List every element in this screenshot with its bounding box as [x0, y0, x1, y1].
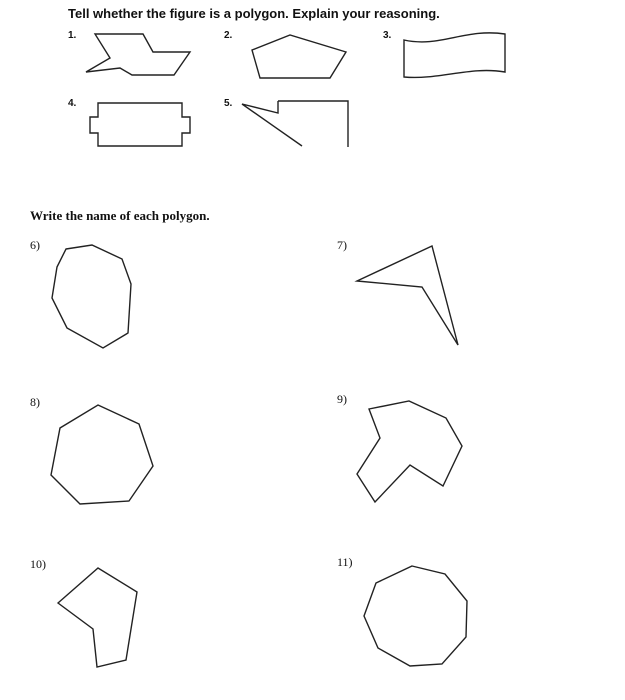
item-5-label: 5.	[224, 98, 233, 109]
concave-polygon-figure	[86, 34, 190, 75]
pentagon-figure	[252, 35, 346, 78]
item-3-label: 3.	[383, 30, 392, 41]
concave-quadrilateral-figure	[357, 246, 458, 345]
item-10-label: 10)	[30, 557, 46, 571]
item-7-label: 7)	[337, 238, 347, 252]
part2-instruction: Write the name of each polygon.	[30, 208, 210, 223]
notched-rectangle-figure	[90, 103, 190, 146]
curved-rectangle-figure	[404, 33, 505, 78]
item-11-label: 11)	[337, 555, 353, 569]
item-9-label: 9)	[337, 392, 347, 406]
part1-instruction: Tell whether the figure is a polygon. Explain your reasoning.	[68, 6, 440, 21]
concave-pentagon-figure	[58, 568, 137, 667]
item-8-label: 8)	[30, 395, 40, 409]
open-figure	[278, 101, 348, 147]
item-4-label: 4.	[68, 98, 77, 109]
heptagon-figure	[51, 405, 153, 504]
octagon-figure	[52, 245, 131, 348]
item-1-label: 1.	[68, 30, 77, 41]
concave-octagon-figure	[357, 401, 462, 502]
nonagon-figure	[364, 566, 467, 666]
item-2-label: 2.	[224, 30, 233, 41]
open-figure-part	[242, 101, 302, 146]
item-6-label: 6)	[30, 238, 40, 252]
